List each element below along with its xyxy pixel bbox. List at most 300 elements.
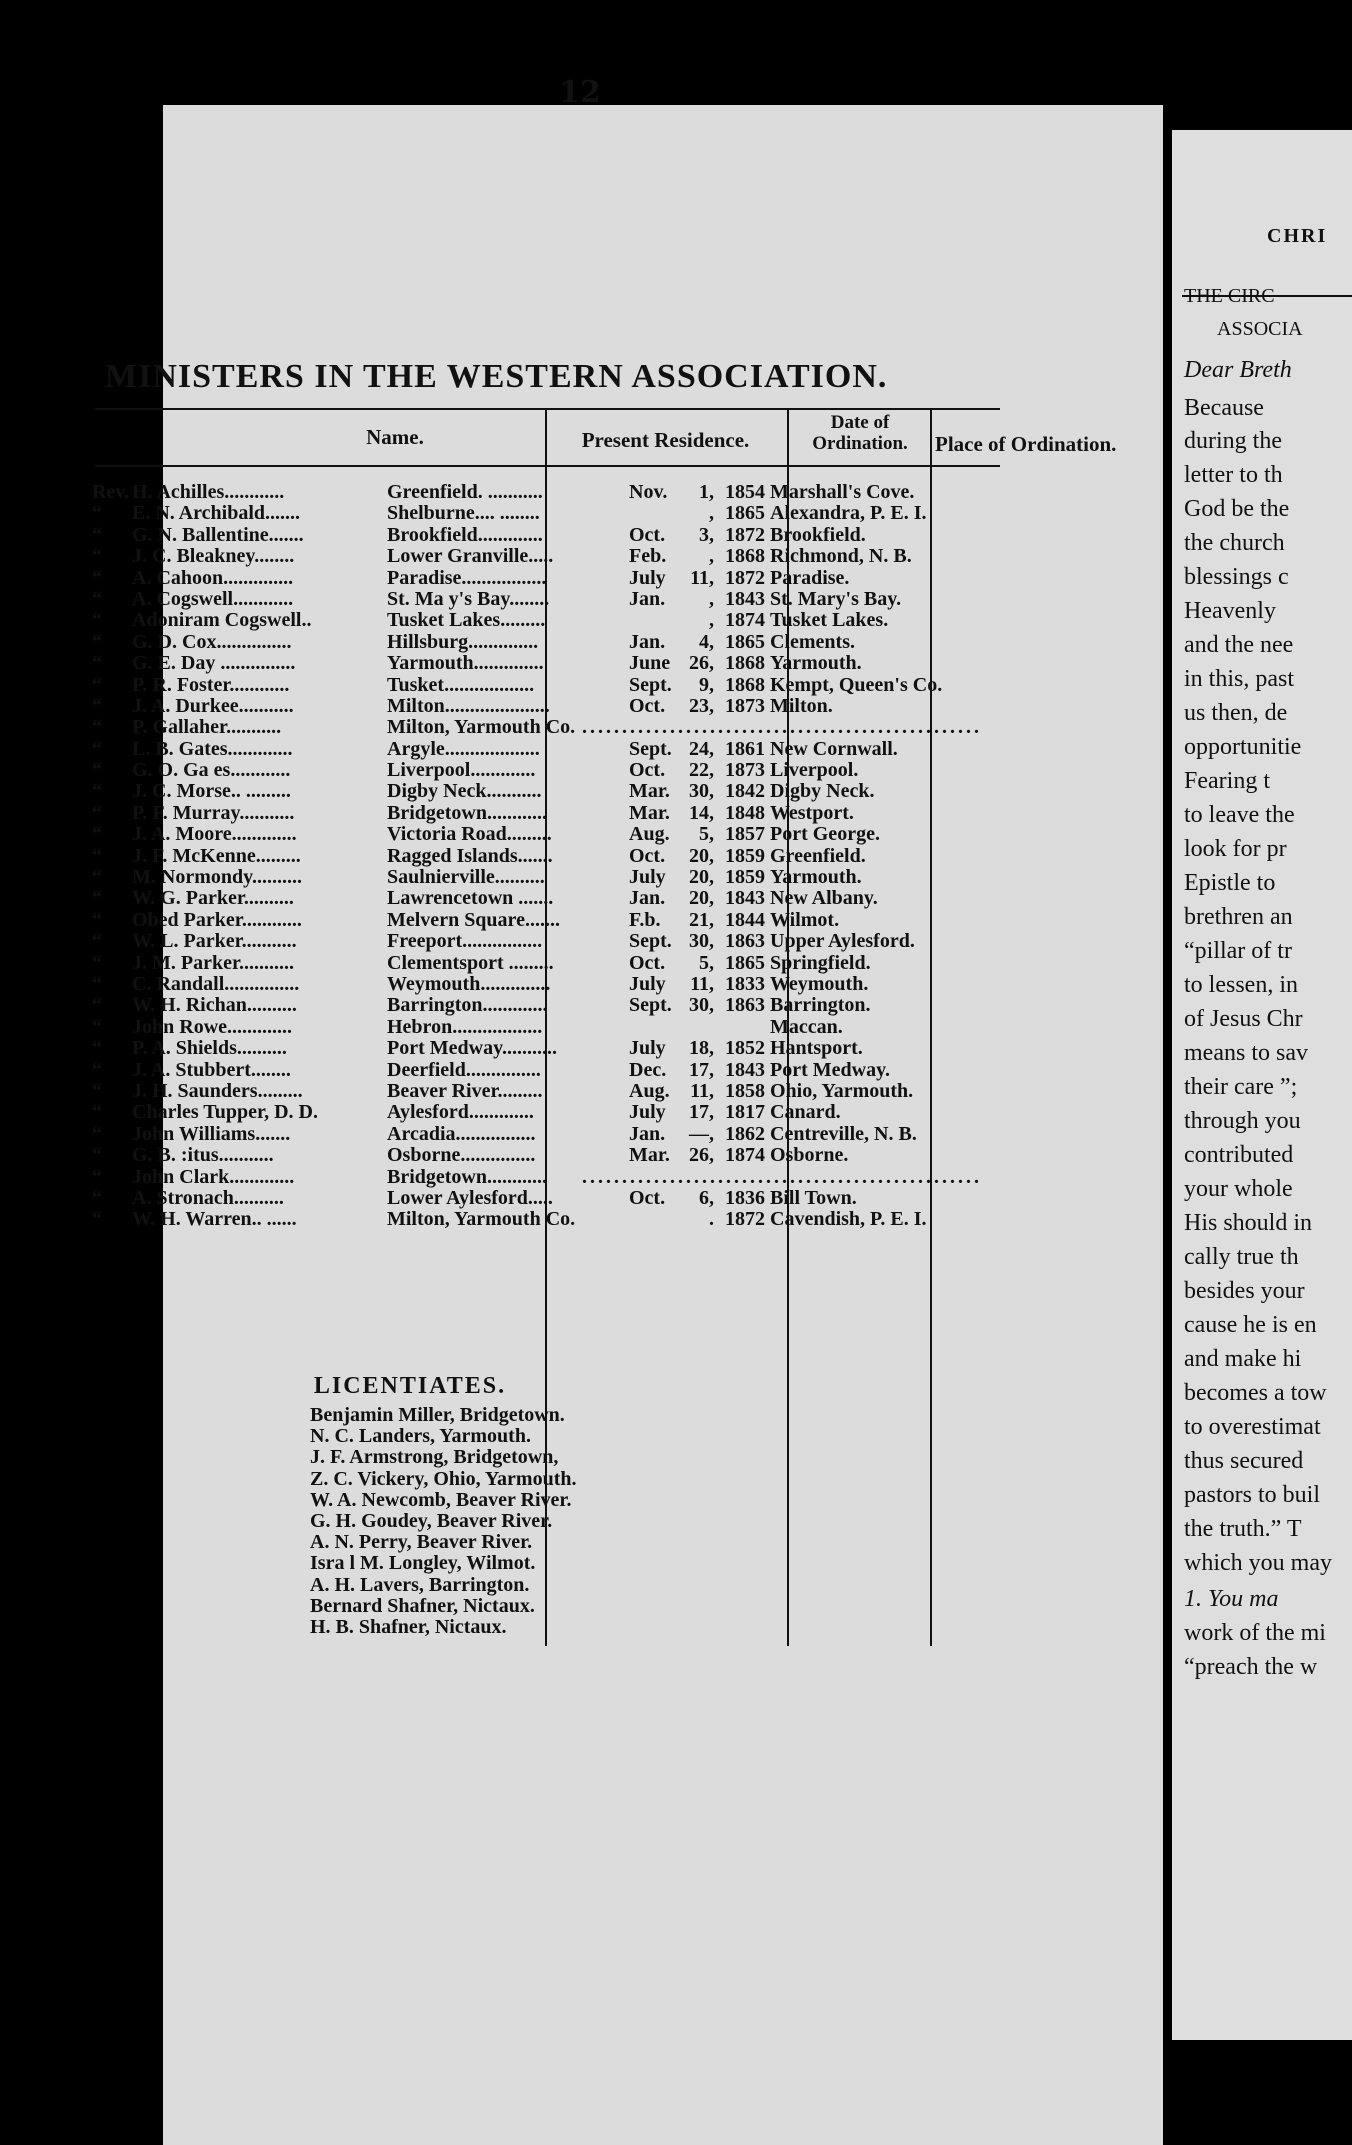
- row-name: A. Cahoon..............: [132, 567, 294, 589]
- right-page-line: ASSOCIA: [1217, 318, 1303, 340]
- table-row: [92, 1038, 1022, 1059]
- row-name: J. F. McKenne.........: [132, 845, 301, 867]
- row-year: 1874: [725, 609, 765, 632]
- row-residence: Lower Granville.....: [387, 546, 554, 568]
- row-month: Mar.: [629, 780, 670, 803]
- row-place: Canard.: [770, 1102, 841, 1124]
- right-page-line: “pillar of tr: [1184, 938, 1292, 964]
- row-month: Sept.: [629, 737, 672, 760]
- row-year: 1868: [725, 652, 765, 675]
- row-prefix: “: [92, 823, 102, 846]
- row-place: Centreville, N. B.: [770, 1123, 917, 1145]
- row-name: P. Gallaher...........: [132, 717, 282, 739]
- row-day: 5,: [699, 823, 714, 846]
- row-month: Oct.: [629, 694, 666, 717]
- row-residence: Lawrencetown .......: [387, 888, 554, 910]
- row-residence: Milton, Yarmouth Co.: [387, 717, 576, 739]
- row-month: Jan.: [629, 1122, 666, 1145]
- row-day: 6,: [699, 1186, 714, 1209]
- table-row: [92, 1167, 1022, 1188]
- row-residence: Milton.....................: [387, 695, 550, 717]
- row-residence: Beaver River.........: [387, 1080, 543, 1102]
- row-name: G. N. Ballentine.......: [132, 524, 304, 546]
- licentiate-item: J. F. Armstrong, Bridgetown,: [310, 1446, 559, 1469]
- licentiate-item: Bernard Shafner, Nictaux.: [310, 1594, 535, 1617]
- table-row: [92, 610, 1022, 631]
- row-month: Mar.: [629, 1144, 670, 1167]
- row-month: Oct.: [629, 844, 666, 867]
- right-page-line: letter to th: [1184, 462, 1283, 488]
- licentiates-title: LICENTIATES.: [313, 1373, 507, 1399]
- row-place: Clements.: [770, 631, 855, 653]
- row-day: 20,: [689, 844, 714, 867]
- row-year: 1865: [725, 951, 765, 974]
- table-row: [92, 888, 1022, 909]
- row-place: Westport.: [770, 802, 854, 824]
- row-day: ,: [709, 502, 714, 525]
- row-year: 1836: [725, 1186, 765, 1209]
- row-place: Osborne.: [770, 1145, 849, 1167]
- row-month: F.b.: [629, 908, 661, 931]
- table-row: [92, 974, 1022, 995]
- page-number: 12: [559, 75, 601, 110]
- right-page-line: Dear Breth: [1184, 357, 1292, 383]
- row-day: 17,: [689, 1101, 714, 1124]
- table-row: [92, 995, 1022, 1016]
- right-page-line: means to sav: [1184, 1040, 1308, 1066]
- table-row: [92, 824, 1022, 845]
- right-page-line: your whole: [1184, 1176, 1293, 1202]
- row-residence: Liverpool.............: [387, 760, 536, 782]
- right-page-line: contributed: [1184, 1142, 1294, 1168]
- row-place: Maccan.: [770, 1016, 843, 1038]
- row-place: Tusket Lakes.: [770, 610, 889, 632]
- row-residence: Deerfield...............: [387, 1059, 541, 1081]
- row-name: W. L. Parker...........: [132, 931, 297, 953]
- table-row: [92, 1124, 1022, 1145]
- row-place: St. Mary's Bay.: [770, 588, 902, 610]
- right-page-line: cause he is en: [1184, 1312, 1317, 1338]
- row-year: 1863: [725, 930, 765, 953]
- row-residence: Shelburne.... ........: [387, 503, 540, 525]
- row-day: 4,: [699, 630, 714, 653]
- table-row: [92, 910, 1022, 931]
- right-page-line: the church: [1184, 530, 1285, 556]
- row-prefix: “: [92, 716, 102, 739]
- right-page-line: and the nee: [1184, 632, 1294, 658]
- column-place-header: Place of Ordination.: [935, 432, 1117, 456]
- right-page-line: their care ”;: [1184, 1074, 1298, 1100]
- row-residence: Melvern Square.......: [387, 909, 560, 931]
- right-page-line: pastors to buil: [1184, 1482, 1320, 1508]
- row-place: Yarmouth.: [770, 867, 862, 889]
- table-row: [92, 482, 1022, 503]
- row-prefix: “: [92, 609, 102, 632]
- table-row: [92, 1209, 1022, 1230]
- row-day: 26,: [689, 1144, 714, 1167]
- row-day: 5,: [699, 951, 714, 974]
- row-residence: Ragged Islands.......: [387, 845, 553, 867]
- row-year: 1872: [725, 523, 765, 546]
- row-place: New Cornwall.: [770, 738, 898, 760]
- row-residence: Clementsport .........: [387, 952, 554, 974]
- row-place: Marshall's Cove.: [770, 482, 915, 503]
- row-residence: Digby Neck...........: [387, 781, 542, 803]
- row-name: Adoniram Cogswell..: [132, 610, 312, 632]
- row-prefix: “: [92, 1144, 102, 1167]
- table-row: [92, 1102, 1022, 1123]
- table-row: [92, 803, 1022, 824]
- row-name: W. G. Parker..........: [132, 888, 294, 910]
- row-month: Aug.: [629, 823, 670, 846]
- row-residence: Arcadia................: [387, 1123, 536, 1145]
- row-place: Yarmouth.: [770, 653, 862, 675]
- table-row: [92, 632, 1022, 653]
- right-page-line: CHRI: [1267, 225, 1328, 247]
- table-row: [92, 525, 1022, 546]
- row-day: 11,: [690, 1079, 714, 1102]
- row-month: Nov.: [629, 481, 668, 503]
- licentiate-item: Z. C. Vickery, Ohio, Yarmouth.: [310, 1467, 577, 1490]
- row-year: 1843: [725, 887, 765, 910]
- row-prefix: “: [92, 673, 102, 696]
- table-row: [92, 867, 1022, 888]
- row-residence: Greenfield. ...........: [387, 482, 543, 503]
- table-row: [92, 760, 1022, 781]
- right-page-line: “preach the w: [1184, 1654, 1318, 1680]
- right-page-line: and make hi: [1184, 1346, 1302, 1372]
- row-day: 30,: [689, 930, 714, 953]
- row-month: July: [629, 1101, 666, 1124]
- table-row: [92, 589, 1022, 610]
- row-name: J. A. Durkee...........: [132, 695, 294, 717]
- row-residence: Osborne...............: [387, 1145, 536, 1167]
- row-month: July: [629, 1037, 666, 1060]
- row-month: Oct.: [629, 523, 666, 546]
- row-year: 1874: [725, 1144, 765, 1167]
- row-year: 1872: [725, 1208, 765, 1231]
- row-day: 26,: [689, 652, 714, 675]
- row-place: Springfield.: [770, 952, 871, 974]
- row-name: G. B. :itus...........: [132, 1145, 274, 1167]
- row-prefix: “: [92, 866, 102, 889]
- column-date-header: Date of Ordination.: [812, 412, 908, 454]
- row-residence: Bridgetown............: [387, 802, 547, 824]
- row-year: 1852: [725, 1037, 765, 1060]
- row-day: 17,: [689, 1058, 714, 1081]
- row-day: 24,: [689, 737, 714, 760]
- right-page: [1172, 130, 1352, 2040]
- table-row: [92, 781, 1022, 802]
- row-year: 1861: [725, 737, 765, 760]
- row-residence: Freeport................: [387, 931, 543, 953]
- table-row: [92, 1017, 1022, 1038]
- ministers-table: [92, 482, 1022, 1231]
- row-name: C. Randall...............: [132, 973, 300, 995]
- row-residence: Barrington.............: [387, 995, 548, 1017]
- right-page-line: to overestimat: [1184, 1414, 1321, 1440]
- right-page-line: besides your: [1184, 1278, 1305, 1304]
- row-name: J. H. Saunders.........: [132, 1080, 303, 1102]
- row-prefix: “: [92, 1015, 102, 1038]
- right-page-line: THE CIRC: [1184, 285, 1275, 307]
- column-name-header: Name.: [366, 425, 424, 449]
- right-page-line: in this, past: [1184, 666, 1295, 692]
- row-residence: Paradise.................: [387, 567, 547, 589]
- table-row: [92, 568, 1022, 589]
- right-page-line: His should in: [1184, 1210, 1313, 1236]
- row-month: Sept.: [629, 673, 672, 696]
- row-day: ,: [709, 545, 714, 568]
- leader-dots: ..................................................: [582, 717, 982, 739]
- row-day: 22,: [689, 759, 714, 782]
- row-place: New Albany.: [770, 888, 878, 910]
- licentiate-item: H. B. Shafner, Nictaux.: [310, 1616, 507, 1639]
- row-month: June: [629, 652, 671, 675]
- row-name: John Williams.......: [132, 1123, 291, 1145]
- right-page-line: of Jesus Chr: [1184, 1006, 1303, 1032]
- table-row: [92, 739, 1022, 760]
- row-prefix: “: [92, 587, 102, 610]
- row-prefix: “: [92, 780, 102, 803]
- row-residence: Saulnierville..........: [387, 867, 545, 889]
- table-row: [92, 717, 1022, 738]
- row-year: 1863: [725, 994, 765, 1017]
- row-year: 1868: [725, 673, 765, 696]
- row-day: 14,: [689, 801, 714, 824]
- right-page-line: becomes a tow: [1184, 1380, 1327, 1406]
- row-prefix: “: [92, 1165, 102, 1188]
- row-month: Feb.: [629, 545, 667, 568]
- right-page-line: during the: [1184, 428, 1282, 454]
- row-year: 1872: [725, 566, 765, 589]
- row-month: Sept.: [629, 930, 672, 953]
- row-prefix: “: [92, 737, 102, 760]
- row-year: 1833: [725, 972, 765, 995]
- right-page-line: Fearing t: [1184, 768, 1270, 794]
- row-year: 1857: [725, 823, 765, 846]
- row-prefix: “: [92, 630, 102, 653]
- row-month: Jan.: [629, 887, 666, 910]
- right-page-line: to leave the: [1184, 802, 1295, 828]
- row-year: 1842: [725, 780, 765, 803]
- row-residence: Bridgetown............: [387, 1166, 547, 1188]
- row-month: Oct.: [629, 1186, 666, 1209]
- row-day: 1,: [699, 481, 714, 503]
- row-prefix: “: [92, 1208, 102, 1231]
- row-month: Jan.: [629, 587, 666, 610]
- row-place: Kempt, Queen's Co.: [770, 674, 943, 696]
- page-heading: MINISTERS IN THE WESTERN ASSOCIATION.: [105, 358, 888, 395]
- right-page-line: work of the mi: [1184, 1620, 1326, 1646]
- row-name: E. N. Archibald.......: [132, 503, 300, 525]
- row-month: July: [629, 566, 666, 589]
- row-prefix: “: [92, 908, 102, 931]
- row-day: 9,: [699, 673, 714, 696]
- right-page-line: Heavenly: [1184, 598, 1276, 624]
- row-prefix: “: [92, 545, 102, 568]
- row-month: Oct.: [629, 759, 666, 782]
- row-day: 23,: [689, 694, 714, 717]
- row-name: J. C. Morse.. .........: [132, 781, 291, 803]
- row-place: Paradise.: [770, 567, 850, 589]
- row-residence: Tusket..................: [387, 674, 535, 696]
- licentiate-item: A. N. Perry, Beaver River.: [310, 1531, 533, 1554]
- row-place: Liverpool.: [770, 760, 859, 782]
- row-place: Port Medway.: [770, 1059, 890, 1081]
- row-month: Sept.: [629, 994, 672, 1017]
- row-day: 30,: [689, 994, 714, 1017]
- licentiate-item: Isra l M. Longley, Wilmot.: [310, 1552, 536, 1575]
- row-place: Wilmot.: [770, 909, 840, 931]
- row-month: Jan.: [629, 630, 666, 653]
- row-place: Cavendish, P. E. I.: [770, 1209, 927, 1231]
- row-name: W. H. Warren.. ......: [132, 1209, 297, 1231]
- row-prefix: “: [92, 1122, 102, 1145]
- row-day: .: [709, 1208, 714, 1231]
- row-year: 1854: [725, 481, 765, 503]
- row-residence: Victoria Road.........: [387, 824, 552, 846]
- row-prefix: “: [92, 1079, 102, 1102]
- row-prefix: “: [92, 801, 102, 824]
- right-page-line: through you: [1184, 1108, 1301, 1134]
- row-day: 11,: [690, 566, 714, 589]
- row-residence: Brookfield.............: [387, 524, 543, 546]
- row-name: Obed Parker............: [132, 909, 302, 931]
- row-year: 1858: [725, 1079, 765, 1102]
- row-prefix: “: [92, 694, 102, 717]
- row-name: J. A. Stubbert........: [132, 1059, 291, 1081]
- row-prefix: “: [92, 844, 102, 867]
- row-prefix: “: [92, 566, 102, 589]
- row-residence: Yarmouth..............: [387, 653, 544, 675]
- row-prefix: “: [92, 887, 102, 910]
- row-prefix: “: [92, 1037, 102, 1060]
- row-name: H. Achilles............: [132, 482, 285, 503]
- row-prefix: “: [92, 1186, 102, 1209]
- row-year: 1868: [725, 545, 765, 568]
- row-name: G. E. Day ...............: [132, 653, 296, 675]
- row-name: P. R. Foster............: [132, 674, 290, 696]
- header-rule-top: [95, 408, 1000, 410]
- right-page-line: blessings c: [1184, 564, 1289, 590]
- row-month: Oct.: [629, 951, 666, 974]
- row-place: Richmond, N. B.: [770, 546, 912, 568]
- licentiates-list: [310, 1405, 730, 1638]
- row-year: 1817: [725, 1101, 765, 1124]
- table-row: [92, 1081, 1022, 1102]
- row-year: 1843: [725, 587, 765, 610]
- table-row: [92, 1145, 1022, 1166]
- row-residence: St. Ma y's Bay........: [387, 588, 550, 610]
- row-place: Greenfield.: [770, 845, 866, 867]
- row-name: Charles Tupper, D. D.: [132, 1102, 318, 1124]
- row-name: John Clark.............: [132, 1166, 295, 1188]
- row-prefix: “: [92, 1058, 102, 1081]
- row-residence: Hebron..................: [387, 1016, 543, 1038]
- row-place: Upper Aylesford.: [770, 931, 915, 953]
- row-day: —,: [689, 1122, 714, 1145]
- licentiate-item: G. H. Goudey, Beaver River.: [310, 1510, 553, 1533]
- header-rule-bottom: [95, 465, 1000, 467]
- row-prefix: “: [92, 502, 102, 525]
- row-day: ,: [709, 587, 714, 610]
- row-month: July: [629, 866, 666, 889]
- row-name: P. F. Murray...........: [132, 802, 295, 824]
- row-year: 1859: [725, 866, 765, 889]
- row-day: 21,: [689, 908, 714, 931]
- row-residence: Aylesford.............: [387, 1102, 534, 1124]
- row-prefix: Rev.: [92, 481, 130, 503]
- right-page-line: cally true th: [1184, 1244, 1299, 1270]
- right-page-line: thus secured: [1184, 1448, 1304, 1474]
- row-residence: Milton, Yarmouth Co.: [387, 1209, 576, 1231]
- right-page-line: us then, de: [1184, 700, 1288, 726]
- licentiate-item: W. A. Newcomb, Beaver River.: [310, 1488, 572, 1511]
- right-page-line: the truth.” T: [1184, 1516, 1302, 1542]
- row-prefix: “: [92, 951, 102, 974]
- row-place: Ohio, Yarmouth.: [770, 1080, 914, 1102]
- right-page-line: 1. You ma: [1184, 1586, 1279, 1612]
- row-residence: Weymouth..............: [387, 973, 551, 995]
- row-day: 20,: [689, 887, 714, 910]
- table-row: [92, 503, 1022, 524]
- row-name: W. H. Richan..........: [132, 995, 297, 1017]
- row-year: 1859: [725, 844, 765, 867]
- row-name: M. Normondy..........: [132, 867, 302, 889]
- row-place: Bill Town.: [770, 1187, 857, 1209]
- row-name: G. D. Cox...............: [132, 631, 292, 653]
- row-month: Mar.: [629, 801, 670, 824]
- right-page-line: God be the: [1184, 496, 1290, 522]
- licentiate-item: A. H. Lavers, Barrington.: [310, 1573, 530, 1596]
- row-prefix: “: [92, 759, 102, 782]
- row-prefix: “: [92, 1101, 102, 1124]
- row-prefix: “: [92, 994, 102, 1017]
- row-residence: Lower Aylesford.....: [387, 1187, 553, 1209]
- row-name: L. B. Gates.............: [132, 738, 293, 760]
- right-page-line: which you may: [1184, 1550, 1332, 1576]
- row-prefix: “: [92, 523, 102, 546]
- row-name: A. Cogswell............: [132, 588, 294, 610]
- table-row: [92, 1188, 1022, 1209]
- row-place: Digby Neck.: [770, 781, 875, 803]
- row-place: Alexandra, P. E. I.: [770, 503, 927, 525]
- row-residence: Hillsburg..............: [387, 631, 539, 653]
- row-place: Hantsport.: [770, 1038, 863, 1060]
- table-row: [92, 653, 1022, 674]
- right-page-line: to lessen, in: [1184, 972, 1298, 998]
- row-residence: Tusket Lakes.........: [387, 610, 546, 632]
- row-year: 1873: [725, 694, 765, 717]
- table-row: [92, 953, 1022, 974]
- row-place: Milton.: [770, 695, 833, 717]
- row-year: 1865: [725, 630, 765, 653]
- row-name: A. Stronach..........: [132, 1187, 284, 1209]
- row-place: Brookfield.: [770, 524, 866, 546]
- row-month: Aug.: [629, 1079, 670, 1102]
- right-page-line: brethren an: [1184, 904, 1293, 930]
- row-day: 18,: [689, 1037, 714, 1060]
- row-place: Port George.: [770, 824, 880, 846]
- row-name: John Rowe.............: [132, 1016, 293, 1038]
- row-year: 1848: [725, 801, 765, 824]
- row-prefix: “: [92, 652, 102, 675]
- row-year: 1844: [725, 908, 765, 931]
- row-place: Weymouth.: [770, 973, 869, 995]
- table-row: [92, 1060, 1022, 1081]
- row-month: July: [629, 972, 666, 995]
